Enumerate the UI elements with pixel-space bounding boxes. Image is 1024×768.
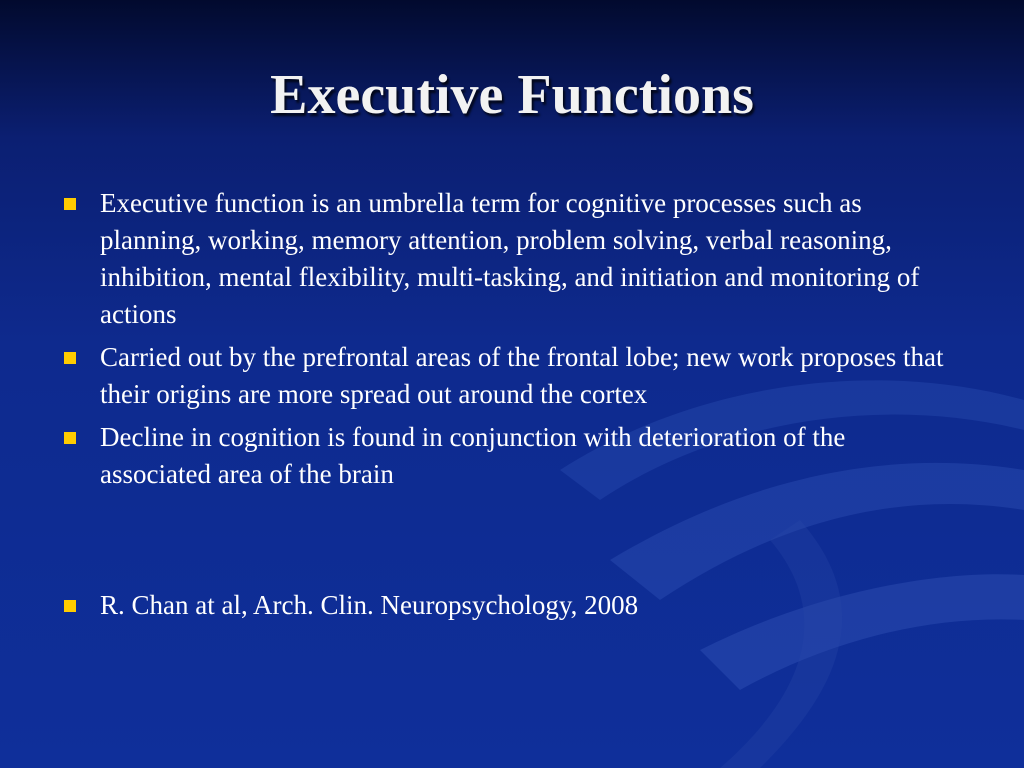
square-bullet-icon bbox=[64, 198, 76, 210]
bullet-item bbox=[62, 185, 962, 333]
bullet-item bbox=[62, 339, 962, 413]
bullet-text: Decline in cognition is found in conjunction with deterioration of the associated area of the brain bbox=[100, 422, 846, 489]
square-bullet-icon bbox=[64, 352, 76, 364]
bullet-text: Carried out by the prefrontal areas of the frontal lobe; new work proposes that their origins are more spread out around the cortex bbox=[100, 342, 944, 409]
slide-title: Executive Functions bbox=[270, 64, 754, 126]
bullet-item bbox=[62, 419, 962, 493]
bullet-item-citation bbox=[62, 587, 962, 624]
citation-text: R. Chan at al, Arch. Clin. Neuropsychology, 2008 bbox=[100, 590, 639, 620]
square-bullet-icon bbox=[64, 600, 76, 612]
bullet-list bbox=[62, 185, 962, 630]
square-bullet-icon bbox=[64, 432, 76, 444]
bullet-text: Executive function is an umbrella term for cognitive processes such as planning, working, memory attention, problem solving, verbal reasoning, inhibition, mental flexibility, multi-tasking, and initiation and monitoring of actions bbox=[100, 188, 920, 329]
